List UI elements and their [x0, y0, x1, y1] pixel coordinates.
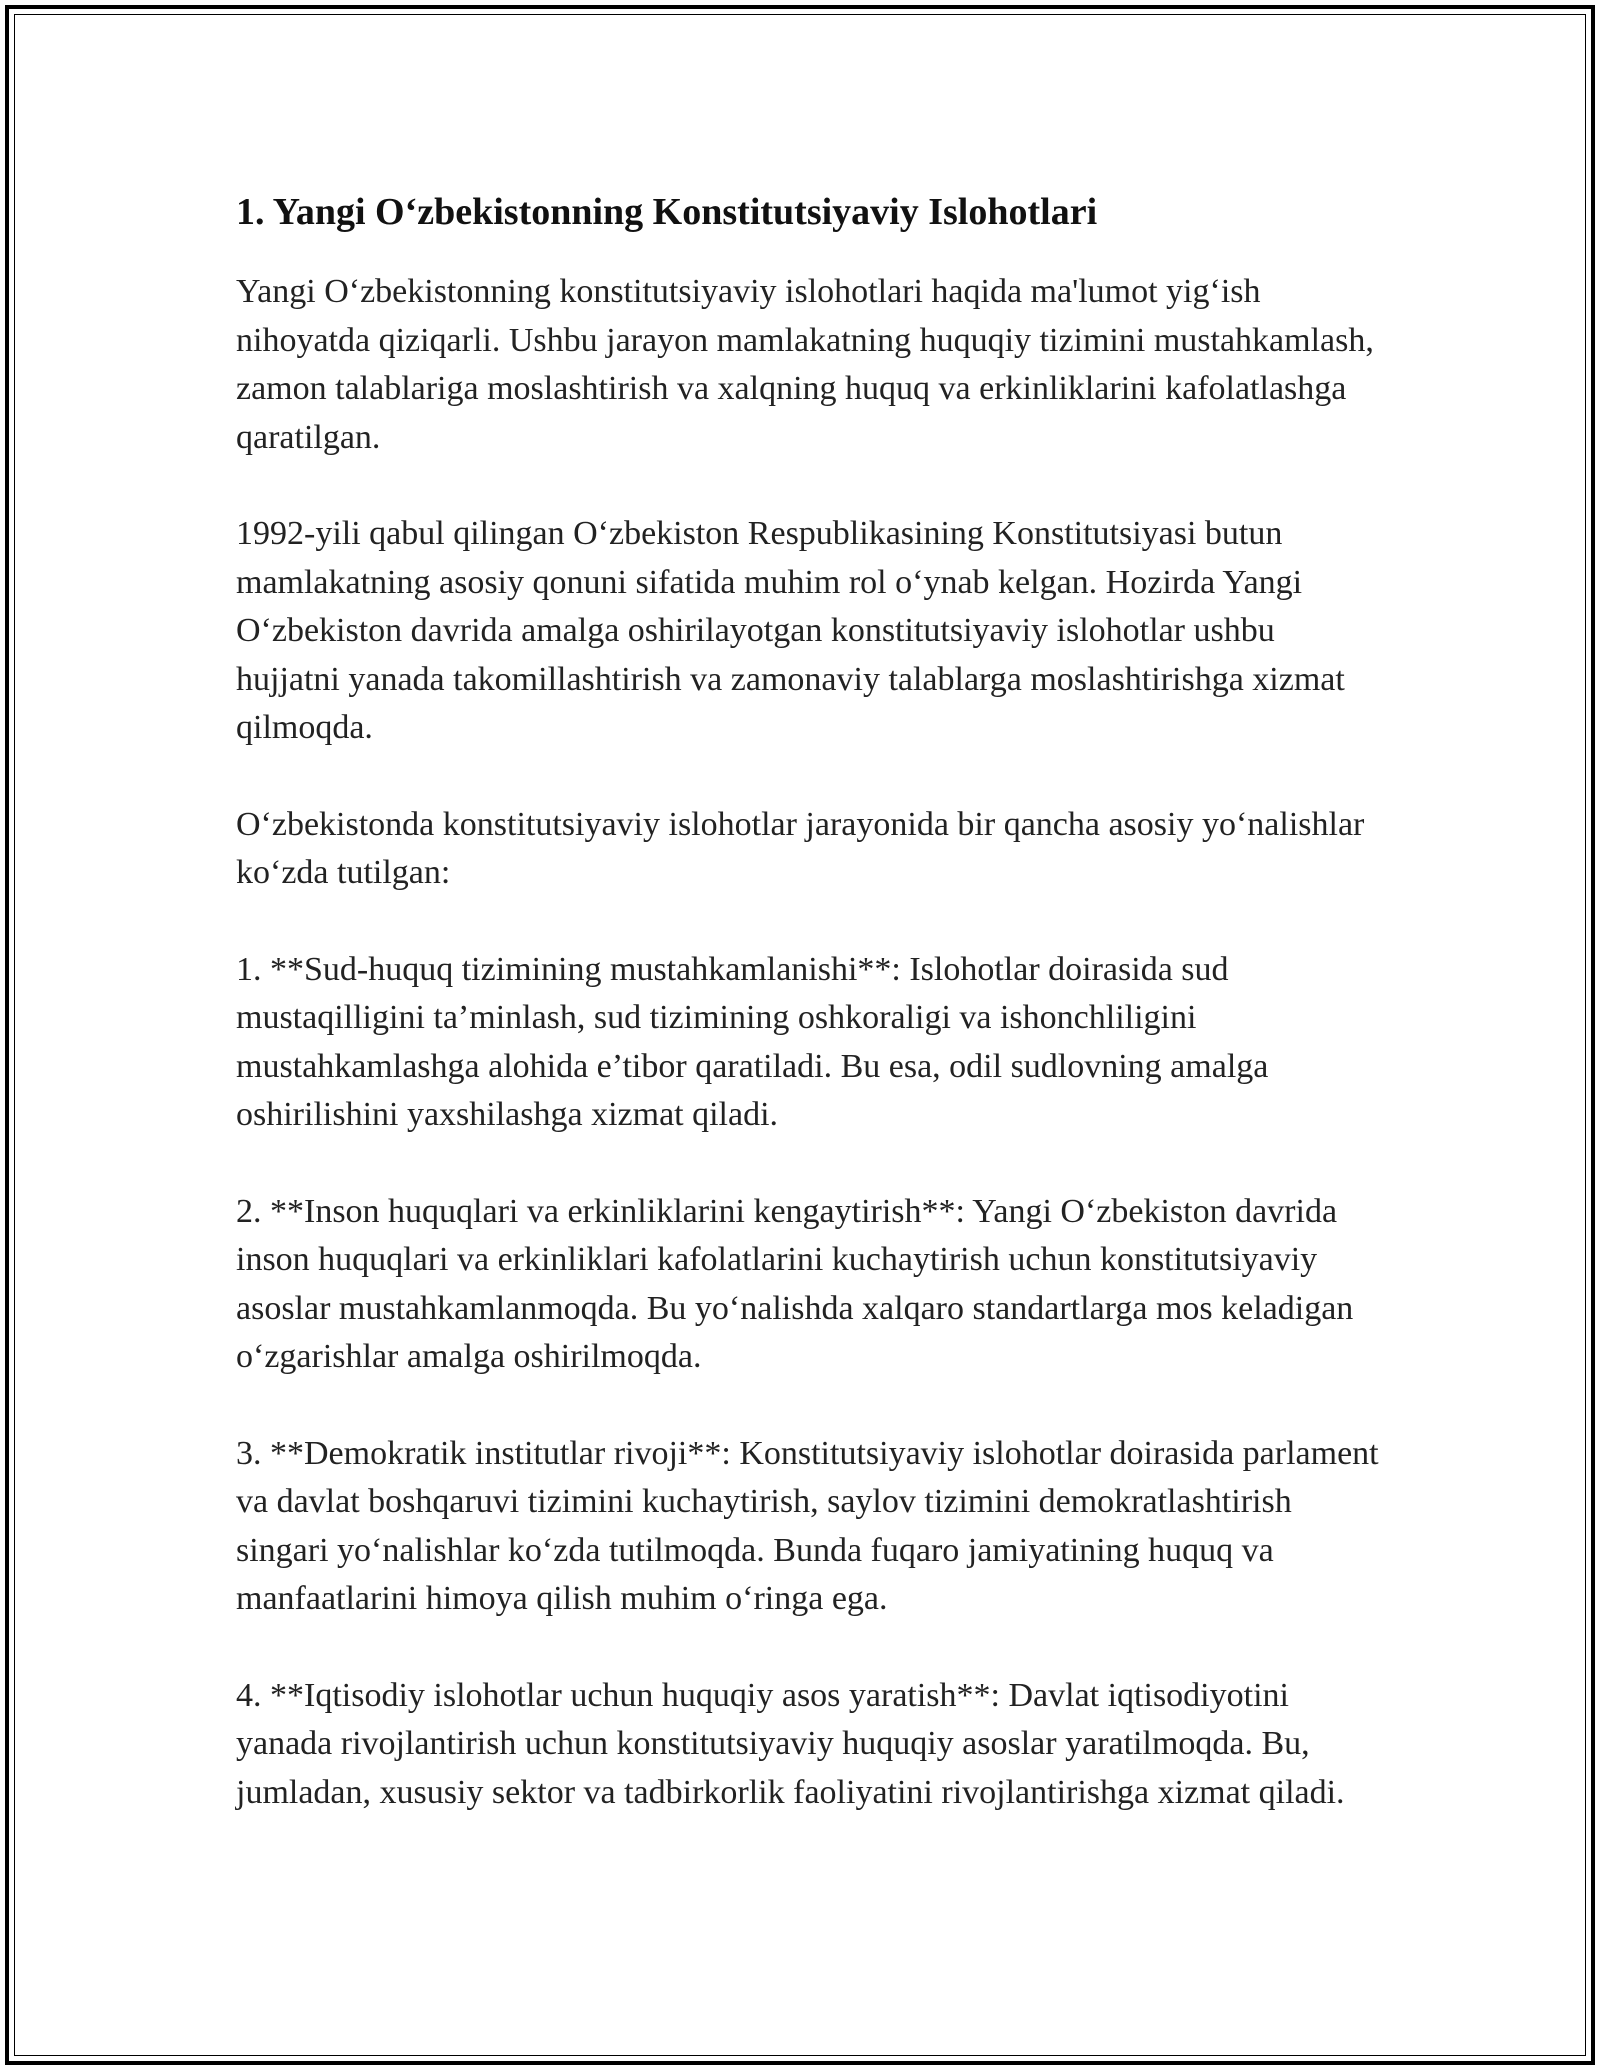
paragraph-intro: Yangi O‘zbekistonning konstitutsiyaviy islohotlari haqida ma'lumot yig‘ish nihoyatda qiziqarli. Ushbu jarayon mamlakatning huquqiy tizimini mustahkamlash, zamon talablariga moslashtirish va xalqning huquq va erkinliklarini kafolatlashga qaratilgan. [236, 273, 1374, 456]
document-title: 1. Yangi O‘zbekistonning Konstitutsiyaviy Islohotlari [236, 191, 1098, 233]
list-item-judicial-system: 1. **Sud-huquq tizimining mustahkamlanishi**: Islohotlar doirasida sud mustaqilligini ta’minlash, sud tizimining oshkoraligi va ishonchliligini mustahkamlashga alohida e’tibor qaratiladi. Bu esa, odil sudlovning amalga oshirilishini yaxshilashga xizmat qiladi. [236, 950, 1269, 1133]
paragraph-constitution-1992: 1992-yili qabul qilingan O‘zbekiston Respublikasining Konstitutsiyasi butun mamlakatning asosiy qonuni sifatida muhim rol o‘ynab kelgan. Hozirda Yangi O‘zbekiston davrida amalga oshirilayotgan konstitutsiyaviy islohotlar ushbu hujjatni yanada takomillashtirish va zamonaviy talablarga moslashtirishga xizmat qilmoqda. [236, 515, 1345, 746]
list-item-democratic-institutions: 3. **Demokratik institutlar rivoji**: Konstitutsiyaviy islohotlar doirasida parlament va davlat boshqaruvi tizimini kuchaytirish, saylov tizimini demokratlashtirish singari yo‘nalishlar ko‘zda tutilmoqda. Bunda fuqaro jamiyatining huquq va manfaatlarini himoya qilish muhim o‘ringa ega. [236, 1434, 1379, 1617]
document-body [236, 188, 1386, 1865]
paragraph-directions-intro: O‘zbekistonda konstitutsiyaviy islohotlar jarayonida bir qancha asosiy yo‘nalishlar ko‘zda tutilgan: [236, 805, 1365, 891]
list-item-economic-reforms: 4. **Iqtisodiy islohotlar uchun huquqiy asos yaratish**: Davlat iqtisodiyotini yanada rivojlantirish uchun konstitutsiyaviy huquqiy asoslar yaratilmoqda. Bu, jumladan, xususiy sektor va tadbirkorlik faoliyatini rivojlantirishga xizmat qiladi. [236, 1676, 1345, 1811]
list-item-human-rights: 2. **Inson huquqlari va erkinliklarini kengaytirish**: Yangi O‘zbekiston davrida inson huquqlari va erkinliklari kafolatlarini kuchaytirish uchun konstitutsiyaviy asoslar mustahkamlanmoqda. Bu yo‘nalishda xalqaro standartlarga mos keladigan o‘zgarishlar amalga oshirilmoqda. [236, 1192, 1354, 1375]
